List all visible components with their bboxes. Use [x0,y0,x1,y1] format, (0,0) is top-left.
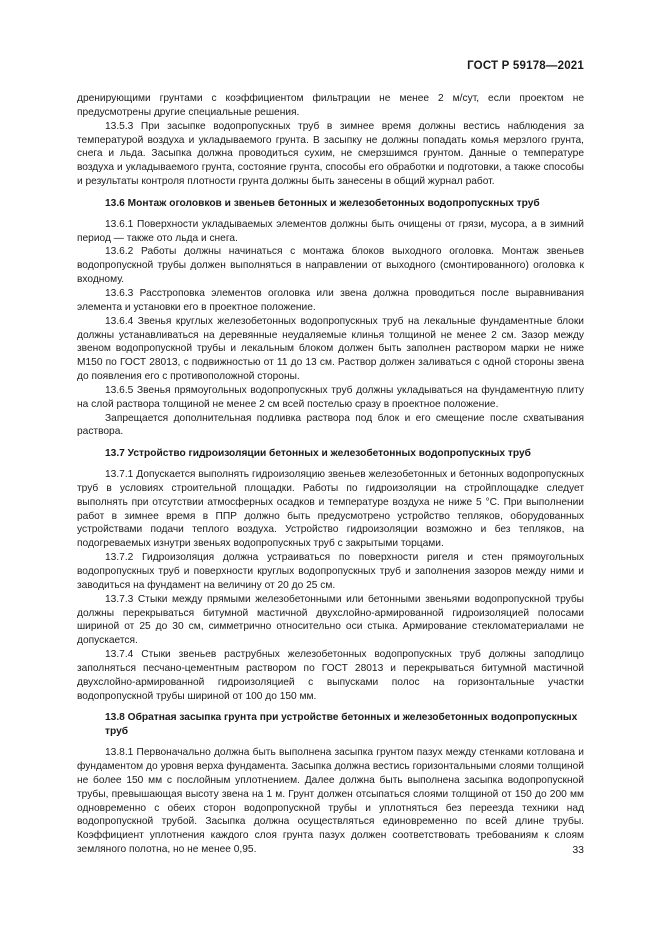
document-body [77,92,584,857]
paragraph-13-7-4: 13.7.4 Стыки звеньев раструбных железобетонных водопропускных труб должны заподлицо заполняться песчано-цементным раствором по ГОСТ 28013 и перекрываться битумной мастичной двухслойно-армированной гидроизоляцией с выпусками полос на горизонтальные участки водопропускной трубы шириной от 100 до 150 мм. [77,649,584,702]
paragraph: дренирующими грунтами с коэффициентом фильтрации не менее 2 м/сут, если проектом не предусмотрены другие специальные решения. [77,93,584,118]
paragraph-13-5-3: 13.5.3 При засыпке водопропускных труб в зимнее время должны вестись наблюдения за температурой воздуха и укладываемого грунта. В засыпку не должны попадать комья мерзлого грунта, снега и льда. Засыпка должна проводиться сухим, не смерзшимся грунтом. Данные о температуре воздуха и укладываемого грунта, состояние грунта, способы его обработки и подготовки, а также способы и результаты контроля плотности грунта должны быть занесены в общий журнал работ. [77,120,584,188]
paragraph-13-6-5: 13.6.5 Звенья прямоугольных водопропускных труб должны укладываться на фундаментную плиту на слой раствора толщиной не менее 2 см всей постелью сразу в проектное положение. [77,384,584,410]
paragraph-13-6-4: 13.6.4 Звенья круглых железобетонных водопропускных труб на лекальные фундаментные блоки должны устанавливаться на деревянные неудаляемые клинья толщиной не менее 2 см. Зазор между звеном водопропускной трубы и лекальным блоком должен быть заполнен раствором марки не ниже М150 по ГОСТ 28013, с подвижностью от 11 до 13 см. Раствор должен заливаться с одной стороны звена до появления его с противоположной стороны. [77,315,584,383]
section-heading-13-7: 13.7 Устройство гидроизоляции бетонных и железобетонных водопропускных труб [105,448,531,460]
paragraph-13-6-5-note: Запрещается дополнительная подливка раствора под блок и его смещение после схватывания раствора. [77,412,584,438]
section-heading-13-6: 13.6 Монтаж оголовков и звеньев бетонных и железобетонных водопропускных труб [105,197,540,209]
section-heading-13-8: 13.8 Обратная засыпка грунта при устройстве бетонных и железобетонных водопропускных труб [105,712,578,738]
paragraph-13-6-2: 13.6.2 Работы должны начинаться с монтажа блоков выходного оголовка. Монтаж звеньев водопропускной трубы должен выполняться в направлении от выходного (смонтированного) оголовка к входному. [77,246,584,286]
paragraph-13-7-3: 13.7.3 Стыки между прямыми железобетонными или бетонными звеньями водопропускной трубы должны перекрываться битумной мастичной двухслойно-армированной гидроизоляцией полосами шириной от 25 до 30 см, симметрично относительно оси стыка. Армирование стекломатериалами не допускается. [77,593,584,647]
paragraph-13-8-1: 13.8.1 Первоначально должна быть выполнена засыпка грунтом пазух между стенками котлована и фундаментом до уровня верха фундамента. Засыпка должна вестись горизонтальными слоями толщиной не более 150 мм с послойным уплотнением. Далее должна быть выполнена засыпка водопропускной трубы, превышающая высоту звена на 1 м. Грунт должен отсыпаться слоями толщиной от 150 до 200 мм одновременно с обеих сторон водопропускной трубы и уплотняться без переезда техники над водопропускной трубой. Засыпка должна осуществляться единовременно по всей длине трубы. Коэффициент уплотнения каждого слоя грунта пазух должен соответствовать требованиям к слоям земляного полотна, но не менее 0,95. [77,747,584,856]
paragraph-13-7-2: 13.7.2 Гидроизоляция должна устраиваться по поверхности ригеля и стен прямоугольных водопропускных труб и поверхности круглых водопропускных труб и заполнения зазоров между ними и заводиться на фундамент на величину от 20 до 25 см. [77,552,584,591]
paragraph-13-7-1: 13.7.1 Допускается выполнять гидроизоляцию звеньев железобетонных и бетонных водопропускных труб в условиях строительной площадки. Работы по гидроизоляции на стройплощадке следует выполнять при отсутствии атмосферных осадков и температуре воздуха не ниже 5 °С. При выполнении работ в зимнее время в ППР должно быть предусмотрено устройство тепляков, оборудованных устройствами подачи теплого воздуха. Устройство гидроизоляции возможно и без тепляков, на подогреваемых изнутри звеньях водопропускных труб с закрытыми торцами. [77,469,584,550]
page-number: 33 [572,844,584,856]
paragraph-13-6-3: 13.6.3 Расстроповка элементов оголовка или звена должна проводиться после выравнивания элемента и установки его в проектное положение. [77,287,584,313]
document-header: ГОСТ Р 59178—2021 [467,60,584,72]
paragraph-13-6-1: 13.6.1 Поверхности укладываемых элементов должны быть очищены от грязи, мусора, а в зимний период — также ото льда и снега. [77,218,584,244]
